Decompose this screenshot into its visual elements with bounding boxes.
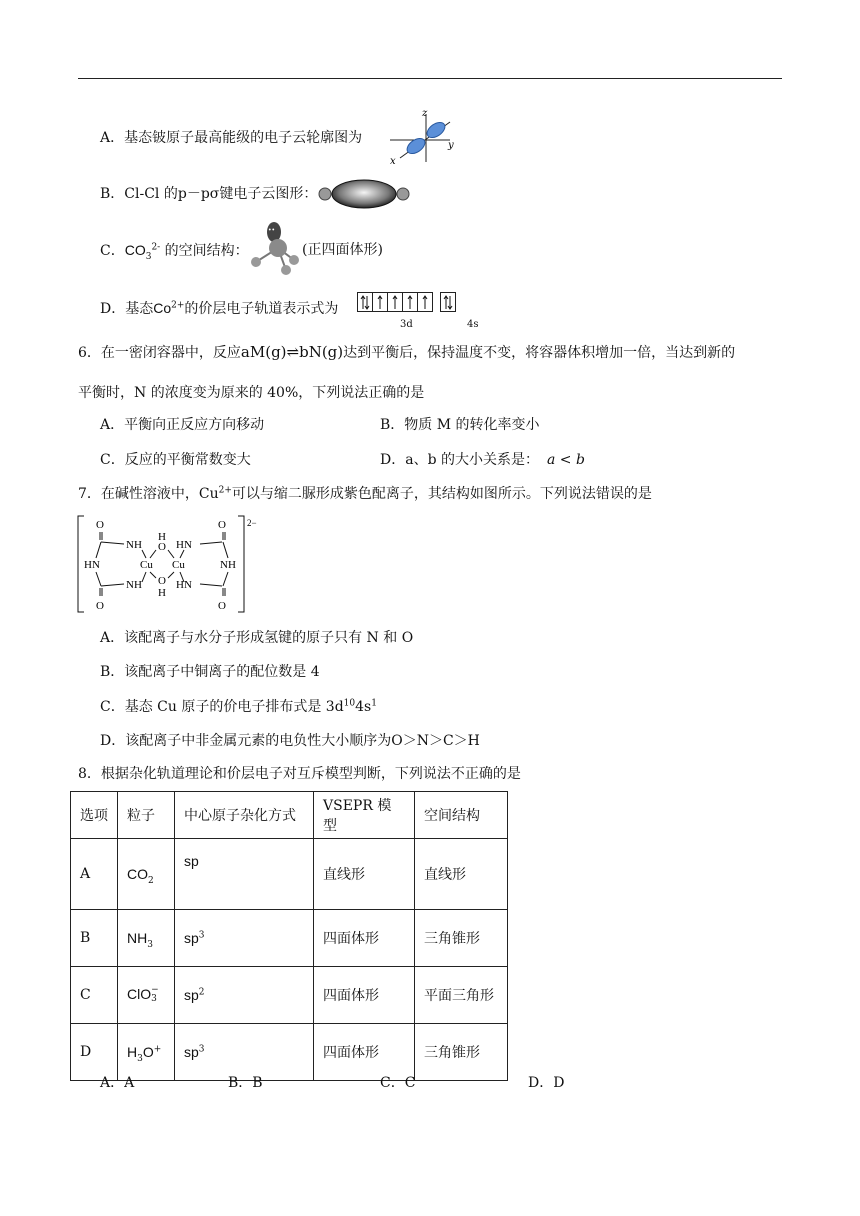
q5-option-c[interactable]: [100, 241, 249, 260]
q7-option-c-mid: 4s: [355, 699, 372, 715]
table-row: [71, 910, 508, 967]
q6-stem-pre: 6．在一密闭容器中，反应: [78, 345, 241, 361]
orbital-3d-box-5: [417, 292, 433, 312]
row-particle: $NH_3$: [118, 910, 175, 967]
atom-o-3: O: [158, 541, 166, 553]
atom-nh-3: NH: [220, 559, 236, 571]
header-hybridization: 中心原子杂化方式: [175, 792, 314, 839]
row-shape: 三角锥形: [415, 1024, 508, 1081]
atom-h-1: H: [158, 531, 166, 543]
q7-option-d-pre: D．该配离子中非金属元素的电负性大小顺序为: [100, 733, 392, 749]
row-vsepr: 四面体形: [314, 1024, 415, 1081]
orbital-label-3d: 3d: [400, 319, 413, 330]
q7-stem: [78, 485, 652, 503]
q7-option-c-sup1: 10: [343, 698, 356, 709]
row-hybridization: $sp^3$: [175, 910, 314, 967]
q6-option-b[interactable]: B．物质 M 的转化率变小: [380, 417, 540, 433]
q7-option-c[interactable]: [100, 698, 377, 716]
q6-option-c[interactable]: C．反应的平衡常数变大: [100, 452, 251, 468]
row-hybridization: sp: [175, 839, 314, 910]
row-hybridization: $sp^2$: [175, 967, 314, 1024]
q5-option-a[interactable]: [100, 129, 362, 147]
q8-option-a[interactable]: A．A: [100, 1075, 135, 1091]
q8-stem: 8．根据杂化轨道理论和价层电子对互斥模型判断，下列说法不正确的是: [78, 766, 521, 782]
carbonate-subscript: 3: [145, 251, 152, 262]
q5-option-a-text: A．基态铍原子最高能级的电子云轮廓图为: [100, 130, 363, 146]
row-option: A: [71, 839, 118, 910]
row-particle: $CO_2$: [118, 839, 175, 910]
row-hybridization: $sp^3$: [175, 1024, 314, 1081]
atom-hn-2: HN: [176, 539, 192, 551]
q7-stem-post: 可以与缩二脲形成紫色配离子，其结构如图所示。下列说法错误的是: [231, 486, 652, 502]
q5-option-b[interactable]: [100, 185, 317, 203]
cobalt-charge: 2+: [171, 300, 185, 311]
header-option: 选项: [71, 792, 118, 839]
q5-option-b-post: 键电子云图形：: [219, 186, 318, 202]
q8-option-b[interactable]: B．B: [228, 1075, 263, 1091]
atom-cu-1: Cu: [140, 559, 153, 571]
atom-nh-2: NH: [126, 579, 142, 591]
q5-option-b-bond: p－pσ: [177, 186, 220, 202]
atom-o-2: O: [96, 600, 104, 612]
q5-option-b-pre: B．Cl-Cl 的: [100, 186, 178, 202]
q6-option-d-math: a < b: [546, 452, 585, 468]
header-shape: 空间结构: [415, 792, 508, 839]
atom-o-4: O: [158, 575, 166, 587]
atom-hn-3: HN: [176, 579, 192, 591]
q8-option-c[interactable]: C．C: [380, 1075, 416, 1091]
atom-o-1: O: [96, 519, 104, 531]
carbonate-formula: CO: [124, 242, 146, 258]
atom-o-6: O: [218, 600, 226, 612]
row-vsepr: 直线形: [314, 839, 415, 910]
p-orbital-image: [386, 106, 458, 166]
q5-option-d-pre: D．基态: [100, 301, 154, 317]
q5-option-d-post: 的价层电子轨道表示式为: [184, 301, 339, 317]
carbonate-charge: 2-: [151, 242, 161, 253]
header-rule: [78, 78, 782, 79]
table-row: [71, 967, 508, 1024]
row-option: C: [71, 967, 118, 1024]
q6-option-a[interactable]: A．平衡向正反应方向移动: [100, 417, 265, 433]
orbital-label-4s: 4s: [467, 319, 479, 330]
q5-option-c-mid: 的空间结构：: [160, 243, 249, 259]
orbital-3d-box-1: [357, 292, 373, 312]
q7-option-d[interactable]: [100, 732, 480, 750]
q6-stem-post: 达到平衡后，保持温度不变，将容器体积增加一倍，当达到新的: [343, 345, 736, 361]
orbital-3d-box-2: [372, 292, 388, 312]
row-vsepr: 四面体形: [314, 910, 415, 967]
q6-reaction: aM(g)⇌bN(g): [240, 343, 344, 361]
table-header-row: [71, 792, 508, 839]
axis-z-label: z: [422, 108, 428, 119]
q7-stem-sup: 2+: [218, 485, 232, 496]
row-particle: ClO − 3: [118, 967, 175, 1024]
orbital-diagram: [357, 292, 455, 314]
q6-stem: [78, 343, 735, 362]
orbital-3d-box-3: [387, 292, 403, 312]
q7-option-a[interactable]: A．该配离子与水分子形成氢键的原子只有 N 和 O: [100, 630, 414, 646]
table-row: [71, 839, 508, 910]
atom-nh-1: NH: [126, 539, 142, 551]
row-option: B: [71, 910, 118, 967]
row-shape: 直线形: [415, 839, 508, 910]
molecule-shape-image: [244, 222, 304, 278]
orbital-4s-box: [440, 292, 456, 312]
q7-option-d-order: O＞N＞C＞H: [391, 733, 480, 749]
sigma-bond-image: [314, 178, 414, 210]
q7-structure-diagram: [76, 512, 266, 616]
header-particle: 粒子: [118, 792, 175, 839]
q8-option-d[interactable]: D．D: [528, 1075, 565, 1091]
q7-option-c-pre: C．基态 Cu 原子的价电子排布式是 3d: [100, 699, 344, 715]
q5-option-d[interactable]: [100, 299, 338, 318]
q7-option-b[interactable]: B．该配离子中铜离子的配位数是 4: [100, 664, 320, 680]
cobalt-formula: Co: [153, 300, 172, 316]
row-particle: $H_3O^+$: [118, 1024, 175, 1081]
atom-hn-1: HN: [84, 559, 100, 571]
q7-option-c-sup2: 1: [371, 698, 377, 709]
row-shape: 三角锥形: [415, 910, 508, 967]
atom-o-5: O: [218, 519, 226, 531]
row-option: D: [71, 1024, 118, 1081]
q7-charge: 2−: [247, 518, 257, 528]
q8-table: [70, 791, 508, 1081]
q5-option-c-pre: C．: [100, 243, 125, 259]
table-row: [71, 1024, 508, 1081]
axis-x-label: x: [390, 156, 396, 166]
orbital-3d-box-4: [402, 292, 418, 312]
header-vsepr: VSEPR 模型: [314, 792, 415, 839]
atom-h-2: H: [158, 587, 166, 599]
atom-cu-2: Cu: [172, 559, 185, 571]
row-shape: 平面三角形: [415, 967, 508, 1024]
svg-text:••: ••: [268, 227, 276, 234]
q6-option-d-text: D．a、b 的大小关系是：: [380, 452, 539, 468]
row-vsepr: 四面体形: [314, 967, 415, 1024]
q6-option-d[interactable]: [380, 451, 585, 469]
q6-stem-line2: 平衡时，N 的浓度变为原来的 40%，下列说法正确的是: [78, 385, 425, 401]
axis-y-label: y: [448, 140, 454, 151]
q5-option-c-post: (正四面体形): [302, 242, 383, 258]
q7-stem-pre: 7．在碱性溶液中，Cu: [78, 486, 219, 502]
